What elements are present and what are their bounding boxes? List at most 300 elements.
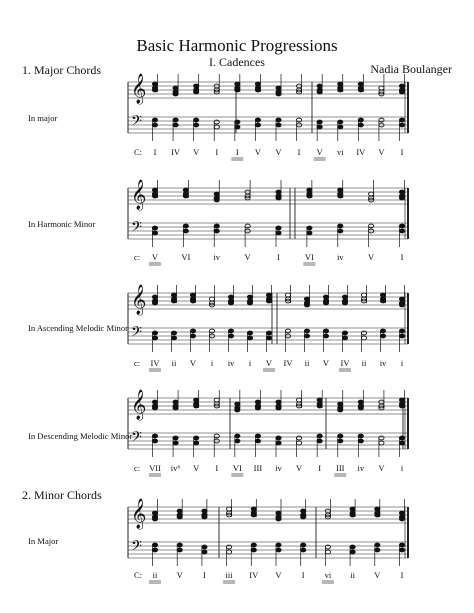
bass-note-head (255, 434, 260, 438)
bass-note-head (399, 329, 404, 333)
treble-note-head (152, 88, 157, 92)
roman-numeral: vi (336, 147, 344, 157)
bass-note-head (358, 439, 363, 443)
treble-note-head (173, 400, 178, 404)
bass-note-head (171, 336, 176, 340)
treble-note-head (323, 301, 328, 305)
roman-numeral: V (275, 570, 282, 580)
treble-note-head (247, 301, 252, 305)
treble-note-head (317, 398, 322, 402)
page-title: Basic Harmonic Progressions (136, 36, 338, 55)
treble-note-head (152, 511, 157, 515)
treble-clef-icon: 𝄞 (131, 180, 147, 210)
roman-numeral: I (400, 570, 404, 580)
bass-note-head (276, 441, 281, 445)
treble-note-head (399, 398, 404, 402)
bass-note-head (266, 336, 271, 340)
bass-note-head (342, 336, 347, 340)
bass-note-head (152, 331, 157, 335)
treble-note-head (380, 299, 385, 303)
treble-note-head (177, 515, 182, 519)
bass-note-head (399, 118, 404, 122)
roman-numeral: IV (249, 570, 259, 580)
bass-note-head (350, 550, 355, 554)
bass-note-head (317, 120, 322, 124)
treble-note-head (338, 408, 343, 412)
bass-note-head (399, 224, 404, 228)
treble-note-head (235, 408, 240, 412)
bass-note-head (152, 543, 157, 547)
treble-note-head (177, 509, 182, 513)
bass-note-head (304, 329, 309, 333)
bass-note-head (194, 441, 199, 445)
treble-note-head (301, 515, 306, 519)
roman-numeral: I (153, 147, 157, 157)
bass-note-head (214, 229, 219, 233)
treble-note-head (338, 82, 343, 86)
bass-note-head (228, 329, 233, 333)
bass-note-head (358, 123, 363, 127)
treble-note-head (255, 88, 260, 92)
bass-note-head (177, 548, 182, 552)
bass-note-head (399, 123, 404, 127)
treble-note-head (194, 84, 199, 88)
roman-numeral: IV (283, 358, 293, 368)
bass-note-head (173, 441, 178, 445)
bass-note-head (227, 550, 232, 554)
bass-note-head (361, 336, 366, 340)
treble-note-head (285, 293, 290, 297)
treble-note-head (173, 406, 178, 410)
bass-note-head (380, 334, 385, 338)
bass-note-head (369, 224, 374, 228)
bass-note-head (255, 118, 260, 122)
bass-clef-icon: 𝄢 (131, 324, 142, 344)
roman-numeral: VI (304, 252, 314, 262)
bass-note-head (375, 543, 380, 547)
roman-numeral: i (400, 463, 404, 473)
bass-note-head (152, 336, 157, 340)
roman-numeral: ii (361, 358, 367, 368)
treble-note-head (255, 400, 260, 404)
bass-note-head (214, 125, 219, 129)
bass-note-head (323, 334, 328, 338)
treble-note-head (323, 295, 328, 299)
bass-note-head (338, 434, 343, 438)
treble-note-head (214, 198, 219, 202)
bass-note-head (317, 439, 322, 443)
treble-note-head (202, 509, 207, 513)
treble-note-head (190, 293, 195, 297)
treble-note-head (399, 511, 404, 515)
bass-note-head (358, 434, 363, 438)
bass-note-head (350, 545, 355, 549)
bass-note-head (399, 441, 404, 445)
roman-numeral: IV (356, 147, 366, 157)
bass-note-head (301, 543, 306, 547)
bass-note-head (361, 331, 366, 335)
roman-numeral: I (215, 147, 219, 157)
treble-note-head (171, 293, 176, 297)
roman-numeral: V (368, 252, 375, 262)
roman-numeral: I (301, 570, 305, 580)
treble-note-head (152, 301, 157, 305)
bass-note-head (214, 434, 219, 438)
bass-note-head (307, 231, 312, 235)
treble-note-head (251, 513, 256, 517)
treble-note-head (375, 513, 380, 517)
treble-note-head (307, 188, 312, 192)
treble-note-head (276, 92, 281, 96)
treble-note-head (399, 303, 404, 307)
key-label: c: (134, 252, 141, 262)
bass-note-head (228, 334, 233, 338)
bass-note-head (276, 436, 281, 440)
bass-note-head (276, 123, 281, 127)
bass-note-head (317, 125, 322, 129)
bass-note-head (296, 436, 301, 440)
bass-note-head (183, 229, 188, 233)
treble-note-head (194, 398, 199, 402)
treble-note-head (152, 406, 157, 410)
bass-note-head (152, 123, 157, 127)
treble-note-head (266, 299, 271, 303)
bass-note-head (152, 226, 157, 230)
roman-numeral: ii (171, 358, 177, 368)
bass-note-head (194, 123, 199, 127)
treble-note-head (276, 86, 281, 90)
bass-note-head (276, 548, 281, 552)
bass-note-head (338, 120, 343, 124)
section-heading-major-chords: 1. Major Chords (22, 63, 101, 77)
treble-note-head (214, 192, 219, 196)
bass-note-head (342, 331, 347, 335)
treble-note-head (173, 86, 178, 90)
treble-note-head (338, 194, 343, 198)
treble-note-head (399, 196, 404, 200)
roman-numeral: V (189, 358, 197, 368)
roman-numeral: ii (152, 570, 158, 580)
roman-numeral: iv (336, 252, 344, 262)
treble-note-head (173, 92, 178, 96)
bass-note-head (301, 548, 306, 552)
bass-note-head (173, 118, 178, 122)
roman-numeral: iv (227, 358, 235, 368)
roman-numeral: I (235, 147, 239, 157)
treble-clef-icon: 𝄞 (131, 285, 147, 315)
roman-numeral: IV (340, 358, 350, 368)
roman-numeral: iv (379, 358, 387, 368)
roman-numeral: iv (357, 463, 365, 473)
treble-note-head (214, 398, 219, 402)
system-label-major: In major (28, 113, 58, 123)
bass-note-head (247, 331, 252, 335)
treble-note-head (338, 402, 343, 406)
roman-numeral: V (296, 463, 303, 473)
system-label-descending-melodic-minor: In Descending Melodic Minor (28, 431, 133, 441)
bass-note-head (194, 436, 199, 440)
bass-clef-icon: 𝄢 (131, 538, 142, 558)
roman-numeral: V (378, 147, 385, 157)
bass-note-head (338, 229, 343, 233)
bass-note-head (235, 120, 240, 124)
treble-note-head (358, 88, 363, 92)
treble-note-head (317, 90, 322, 94)
treble-note-head (235, 402, 240, 406)
roman-numeral: V (151, 252, 159, 262)
roman-numeral: V (254, 147, 261, 157)
treble-note-head (276, 196, 281, 200)
treble-note-head (183, 188, 188, 192)
bass-note-head (399, 229, 404, 233)
treble-note-head (358, 82, 363, 86)
roman-numeral: VI (232, 463, 242, 473)
treble-note-head (350, 513, 355, 517)
bass-note-head (235, 125, 240, 129)
roman-numeral: i (248, 358, 252, 368)
roman-numeral: I (318, 463, 322, 473)
bass-note-head (296, 118, 301, 122)
roman-numeral: I (400, 252, 404, 262)
treble-note-head (276, 400, 281, 404)
bass-note-head (235, 439, 240, 443)
bass-note-head (276, 231, 281, 235)
bass-note-head (152, 231, 157, 235)
treble-note-head (276, 517, 281, 521)
bass-note-head (338, 125, 343, 129)
treble-note-head (152, 400, 157, 404)
key-label: c: (134, 463, 141, 473)
bass-note-head (251, 543, 256, 547)
treble-note-head (379, 86, 384, 90)
treble-note-head (235, 82, 240, 86)
system-label-minor-chords-major: In Major (28, 536, 59, 546)
roman-numeral: V (193, 463, 200, 473)
treble-note-head (255, 406, 260, 410)
roman-numeral: i (210, 358, 214, 368)
bass-note-head (276, 543, 281, 547)
bass-note-head (247, 336, 252, 340)
treble-note-head (152, 295, 157, 299)
bass-note-head (338, 224, 343, 228)
bass-note-head (173, 123, 178, 127)
bass-note-head (255, 123, 260, 127)
author-name: Nadia Boulanger (370, 62, 452, 76)
bass-note-head (276, 118, 281, 122)
treble-note-head (399, 90, 404, 94)
bass-note-head (380, 329, 385, 333)
treble-note-head (399, 404, 404, 408)
bass-note-head (296, 441, 301, 445)
treble-note-head (369, 192, 374, 196)
bass-note-head (227, 545, 232, 549)
treble-clef-icon: 𝄞 (131, 74, 147, 104)
treble-note-head (304, 303, 309, 307)
bass-note-head (152, 439, 157, 443)
roman-numeral: V (322, 358, 330, 368)
treble-note-head (317, 404, 322, 408)
treble-note-head (171, 299, 176, 303)
treble-note-head (358, 400, 363, 404)
treble-note-head (338, 88, 343, 92)
roman-numeral: ii (350, 570, 355, 580)
bass-note-head (245, 224, 250, 228)
roman-numeral: I (297, 147, 301, 157)
treble-note-head (380, 293, 385, 297)
roman-numeral: III (336, 463, 345, 473)
bass-note-head (214, 224, 219, 228)
roman-numeral: I (215, 463, 219, 473)
treble-note-head (228, 295, 233, 299)
treble-note-head (227, 507, 232, 511)
roman-numeral: I (202, 570, 206, 580)
bass-note-head (209, 329, 214, 333)
treble-note-head (307, 194, 312, 198)
bass-note-head (251, 548, 256, 552)
treble-note-head (399, 84, 404, 88)
roman-numeral: VII (149, 463, 161, 473)
bass-note-head (379, 441, 384, 445)
bass-note-head (255, 439, 260, 443)
treble-note-head (317, 84, 322, 88)
roman-numeral: V (265, 358, 273, 368)
bass-note-head (399, 334, 404, 338)
roman-numeral: V (244, 252, 251, 262)
roman-numeral: V (176, 570, 183, 580)
bass-note-head (375, 548, 380, 552)
bass-note-head (338, 439, 343, 443)
treble-note-head (202, 515, 207, 519)
treble-note-head (301, 509, 306, 513)
treble-note-head (183, 194, 188, 198)
roman-numeral: IV (150, 358, 160, 368)
bass-note-head (190, 334, 195, 338)
roman-numeral: III (253, 463, 263, 473)
treble-note-head (152, 188, 157, 192)
treble-note-head (228, 301, 233, 305)
treble-note-head (296, 398, 301, 402)
treble-note-head (399, 517, 404, 521)
roman-numeral: V (193, 147, 200, 157)
treble-note-head (361, 293, 366, 297)
bass-note-head (177, 543, 182, 547)
roman-numeral: vi (324, 570, 332, 580)
bass-clef-icon: 𝄢 (131, 113, 142, 133)
bass-clef-icon: 𝄢 (131, 429, 142, 449)
roman-numeral: V (374, 570, 381, 580)
system-label-ascending-melodic-minor: In Ascending Melodic Minor (28, 323, 129, 333)
treble-note-head (255, 82, 260, 86)
treble-clef-icon: 𝄞 (131, 499, 147, 529)
bass-note-head (379, 118, 384, 122)
treble-note-head (194, 404, 199, 408)
roman-numeral: I (277, 252, 280, 262)
treble-note-head (399, 190, 404, 194)
treble-note-head (276, 406, 281, 410)
roman-numeral: IV (171, 147, 181, 157)
treble-note-head (209, 297, 214, 301)
bass-note-head (152, 434, 157, 438)
treble-clef-icon: 𝄞 (131, 390, 147, 420)
bass-note-head (399, 548, 404, 552)
bass-note-head (317, 434, 322, 438)
treble-note-head (152, 194, 157, 198)
bass-note-head (266, 331, 271, 335)
roman-numeral: V (316, 147, 323, 157)
bass-note-head (194, 118, 199, 122)
bass-note-head (183, 224, 188, 228)
section-heading-minor-chords: 2. Minor Chords (22, 488, 102, 502)
bass-note-head (171, 331, 176, 335)
bass-note-head (304, 334, 309, 338)
roman-numeral: I (400, 147, 404, 157)
treble-note-head (399, 297, 404, 301)
bass-note-head (202, 545, 207, 549)
bass-clef-icon: 𝄢 (131, 219, 142, 239)
treble-note-head (266, 293, 271, 297)
treble-note-head (235, 88, 240, 92)
bass-note-head (152, 118, 157, 122)
system-label-harmonic-minor: In Harmonic Minor (28, 219, 96, 229)
key-label: C: (134, 147, 143, 157)
treble-note-head (276, 190, 281, 194)
key-label: C: (134, 570, 143, 580)
roman-numeral: iv (275, 463, 282, 473)
bass-note-head (307, 226, 312, 230)
bass-note-head (325, 545, 330, 549)
treble-note-head (304, 297, 309, 301)
roman-numeral: V (275, 147, 282, 157)
roman-numeral: iii (225, 570, 233, 580)
bass-note-head (235, 434, 240, 438)
bass-note-head (173, 436, 178, 440)
treble-note-head (375, 507, 380, 511)
treble-note-head (152, 82, 157, 86)
treble-note-head (358, 406, 363, 410)
bass-note-head (190, 329, 195, 333)
treble-note-head (338, 188, 343, 192)
treble-note-head (190, 299, 195, 303)
bass-note-head (399, 436, 404, 440)
bass-note-head (325, 550, 330, 554)
bass-note-head (202, 550, 207, 554)
roman-numeral: VI (181, 252, 191, 262)
treble-note-head (194, 90, 199, 94)
treble-note-head (342, 295, 347, 299)
roman-numeral: iv (213, 252, 221, 262)
treble-note-head (276, 511, 281, 515)
roman-numeral: i (400, 358, 404, 368)
bass-note-head (285, 329, 290, 333)
bass-note-head (276, 226, 281, 230)
bass-note-head (379, 436, 384, 440)
roman-numeral: iv⁶ (170, 463, 181, 473)
roman-numeral: ii (304, 358, 310, 368)
bass-note-head (152, 548, 157, 552)
treble-note-head (350, 507, 355, 511)
bass-note-head (399, 543, 404, 547)
treble-note-head (342, 301, 347, 305)
roman-numeral: V (378, 463, 385, 473)
treble-note-head (251, 507, 256, 511)
key-label: c: (134, 358, 141, 368)
page-subtitle: I. Cadences (209, 55, 265, 69)
treble-note-head (152, 517, 157, 521)
treble-note-head (247, 295, 252, 299)
bass-note-head (323, 329, 328, 333)
bass-note-head (214, 120, 219, 124)
bass-note-head (358, 118, 363, 122)
